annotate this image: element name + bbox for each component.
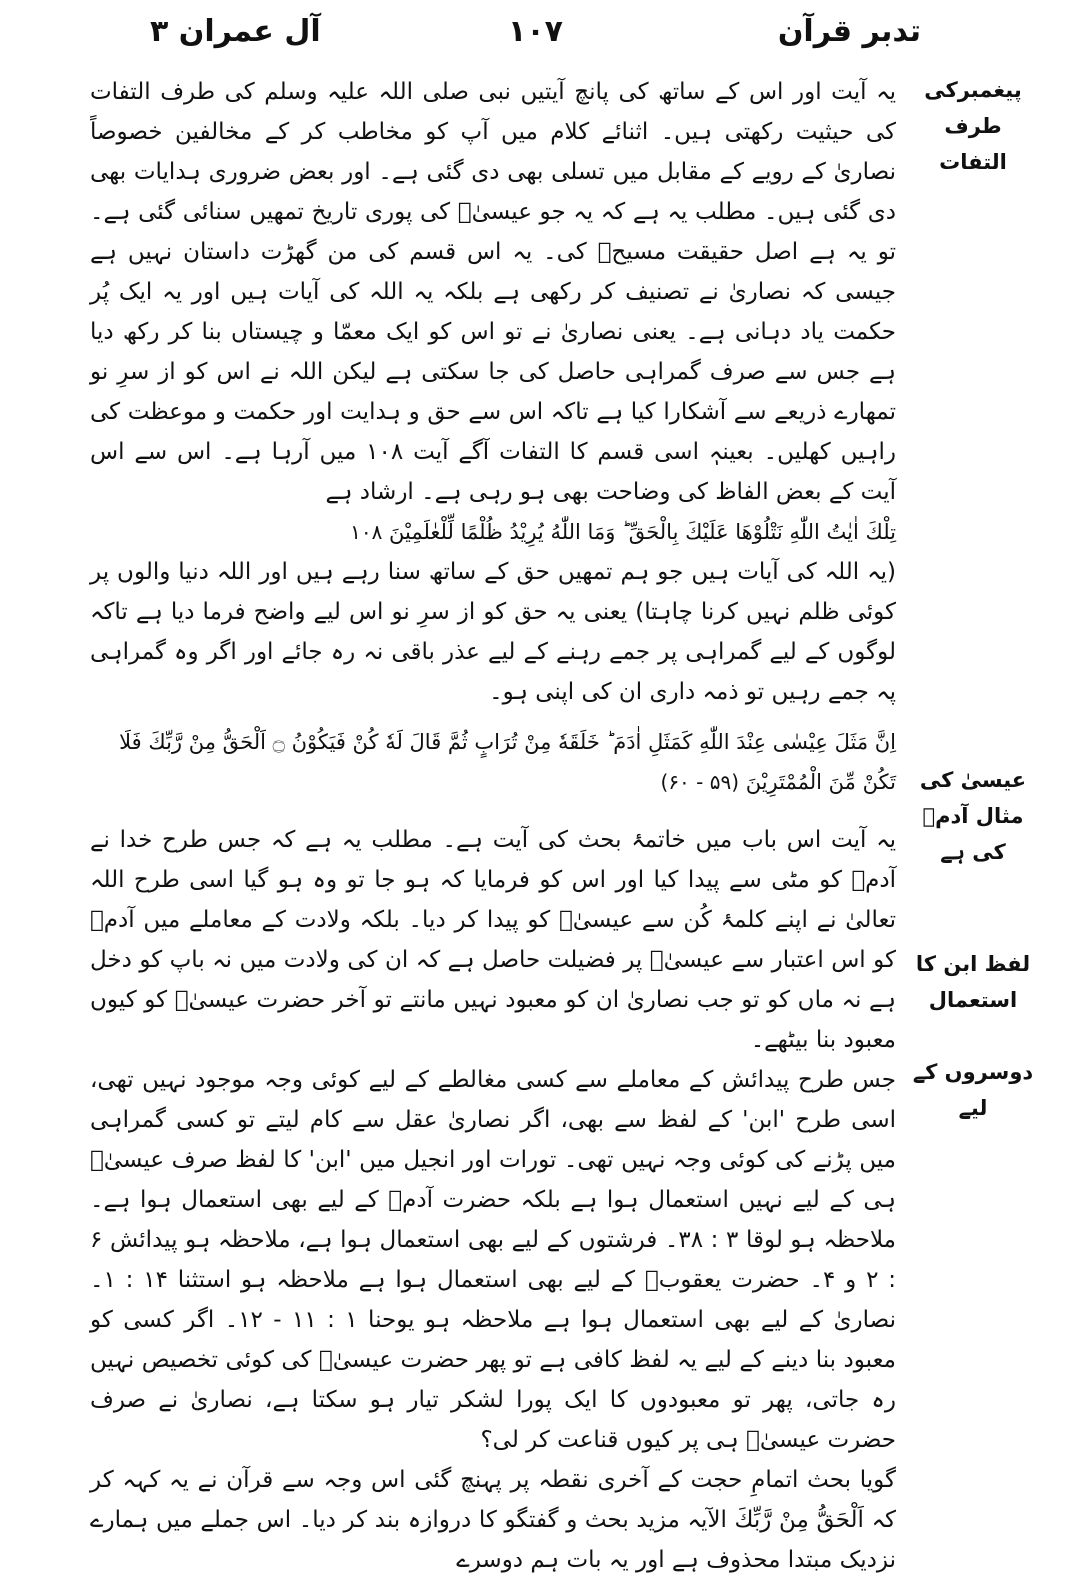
verse-text: اِنَّ مَثَلَ عِیْسٰی عِنْدَ اللّٰهِ كَمَثَلِ اٰدَمَ ؕ خَلَقَهٗ مِنْ تُرَابٍ ثُمَّ قَالَ لَهٗ كُنْ فَیَكُوْنُ ۝ اَلْحَقُّ مِنْ رَّبِّكَ فَلَا تَكُنْ مِّنَ الْمُمْتَرِیْنَ: [119, 730, 896, 794]
verse-reference: ۱۰۸: [350, 520, 383, 544]
paragraph-4: جس طرح پیدائش کے معاملے سے کسی مغالطے کے لیے کوئی وجہ موجود نہیں تھی، اسی طرح 'ابن' کے لفظ سے بھی، اگر نصاریٰ عقل سے کام لیتے تو کسی گمراہی میں پڑنے کی کوئی وجہ نہیں تھی۔ تورات اور انجیل میں 'ابن' کا لفظ صرف عیسیٰؑ ہی کے لیے نہیں استعمال ہوا ہے بلکہ حضرت آدمؑ کے لیے بھی استعمال ہوا ہے۔ ملاحظہ ہو لوقا ۳ : ۳۸۔ فرشتوں کے لیے بھی استعمال ہوا ہے، ملاحظہ ہو پیدائش ۶ : ۲ و ۴۔ حضرت یعقوبؑ کے لیے بھی استعمال ہوا ہے ملاحظہ ہو استثنا ۱۴ : ۱۔ نصاریٰ کے لیے بھی استعمال ہوا ہے ملاحظہ ہو یوحنا ۱ : ۱۱ - ۱۲۔ اگر کسی کو معبود بنا دینے کے لیے یہ لفظ کافی ہے تو پھر حضرت عیسیٰؑ کی کوئی تخصیص نہیں رہ جاتی، پھر تو معبودوں کا ایک پورا لشکر تیار ہو سکتا ہے، نصاریٰ نے صرف حضرت عیسیٰؑ ہی پر کیوں قناعت کر لی؟: [90, 1067, 897, 1453]
page-number: ۱۰۷: [508, 14, 563, 49]
spacer: [90, 712, 896, 722]
verse-reference: (۵۹ - ۶۰): [660, 770, 740, 794]
book-title: تدبر قرآن: [777, 14, 921, 49]
quran-verse-59-60: [90, 722, 896, 802]
margin-note-iltifat: پیغمبرکی طرف التفات: [924, 78, 1022, 174]
surah-name: آل عمران ۳: [150, 14, 321, 49]
margin-note-ibn: لفظ ابن کا استعمال: [915, 952, 1031, 1012]
paragraph-2: (یہ اللہ کی آیات ہیں جو ہم تمھیں حق کے ساتھ سنا رہے ہیں اور اللہ دنیا والوں پر کوئی ظلم نہیں کرنا چاہتا) یعنی یہ حق کو از سرِ نو اس لیے واضح فرما دیا ہے تاکہ لوگوں کے لیے گمراہی پر جمے رہنے کے لیے عذر باقی نہ رہ جائے اور اگر وہ گمراہی پہ جمے رہیں تو ذمہ داری ان کی اپنی ہو۔: [90, 559, 896, 705]
main-text: [90, 72, 896, 1580]
paragraph-5: گویا بحث اتمامِ حجت کے آخری نقطہ پر پہنچ گئی اس وجہ سے قرآن نے یہ کہہ کر کہ اَلْحَقُّ مِنْ رَّبِّكَ الآیہ مزید بحث و گفتگو کا دروازہ بند کر دیا۔ اس جملے میں ہمارے نزدیک مبتدا محذوف ہے اور یہ بات ہم دوسرے: [90, 1467, 896, 1573]
page-header: [150, 14, 921, 58]
spacer: [90, 802, 896, 820]
verse-text: تِلْكَ اٰیٰتُ اللّٰهِ نَتْلُوْهَا عَلَیْكَ بِالْحَقِّ ؕ وَمَا اللّٰهُ یُرِیْدُ ظُلْمًا لِّلْعٰلَمِیْنَ: [389, 520, 896, 544]
quran-verse-108: [90, 512, 896, 552]
margin-note-isa-adam: عیسیٰ کی مثال آدمؑ کی ہے: [919, 768, 1027, 864]
paragraph-1: یہ آیت اور اس کے ساتھ کی پانچ آیتیں نبی صلی اللہ علیہ وسلم کی طرف التفات کی حیثیت رکھتی ہیں۔ اثنائے کلام میں آپ کو مخاطب کر کے مخالفین خصوصاً نصاریٰ کے رویے کے مقابل میں تسلی بھی دی گئی ہے۔ اور بعض ضروری ہدایات بھی دی گئی ہیں۔ مطلب یہ ہے کہ یہ جو عیسیٰؑ کی پوری تاریخ تمھیں سنائی گئی ہے۔ تو یہ ہے اصل حقیقت مسیحؑ کی۔ یہ اس قسم کی من گھڑت داستان نہیں ہے جیسی کہ نصاریٰ نے تصنیف کر رکھی ہے بلکہ یہ اللہ کی آیات ہیں اور یہ ایک پُر حکمت یاد دہانی ہے۔ یعنی نصاریٰ نے تو اس کو ایک معمّا و چیستاں بنا کر رکھ دیا ہے جس سے صرف گمراہی حاصل کی جا سکتی ہے لیکن اللہ نے اس کو از سرِ نو تمھارے ذریعے سے آشکارا کیا ہے تاکہ اس سے حق و ہدایت اور حکمت و موعظت کی راہیں کھلیں۔ بعینہٖ اسی قسم کا التفات آگے آیت ۱۰۸ میں آرہا ہے۔ اس سے اس آیت کے بعض الفاظ کی وضاحت بھی ہو رہی ہے۔ ارشاد ہے: [90, 79, 896, 505]
paragraph-3: یہ آیت اس باب میں خاتمۂ بحث کی آیت ہے۔ مطلب یہ ہے کہ جس طرح خدا نے آدمؑ کو مٹی سے پیدا کیا اور اس کو فرمایا کہ ہو جا تو وہ ہو گیا اسی طرح اللہ تعالیٰ نے اپنے کلمۂ کُن سے عیسیٰؑ کو پیدا کر دیا۔ بلکہ ولادت کے معاملے میں آدمؑ کو اس اعتبار سے عیسیٰؑ پر فضیلت حاصل ہے کہ ان کی ولادت میں نہ باپ کو دخل ہے نہ ماں کو تو جب نصاریٰ ان کو معبود نہیں مانتے تو آخر حضرت عیسیٰؑ کو کیوں معبود بنا بیٹھے۔: [90, 827, 896, 1053]
margin-note-others: دوسروں کے لیے: [912, 1060, 1034, 1120]
